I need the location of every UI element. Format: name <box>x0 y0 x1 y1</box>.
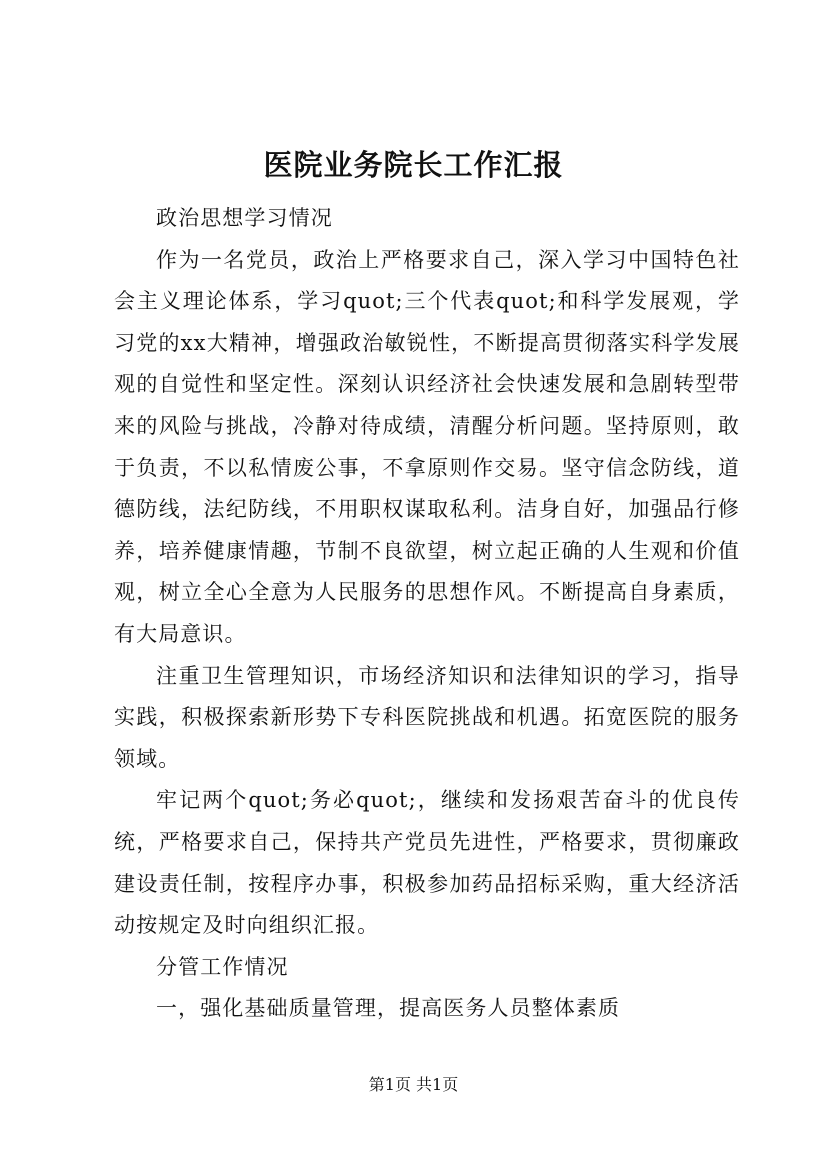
section-heading-work: 分管工作情况 <box>156 954 289 979</box>
paragraph-party-member: 作为一名党员，政治上严格要求自己，深入学习中国特色社会主义理论体系，学习quot;三个代表quot;和科学发展观，学习党的xx大精神，增强政治敏锐性，不断提高贯彻落实科学发展观的自觉性和坚定性。深刻认识经济社会快速发展和急剧转型带来的风险与挑战，冷静对待成绩，清醒分析问题。坚持原则，敢于负责，不以私情废公事，不拿原则作交易。坚守信念防线，道德防线，法纪防线，不用职权谋取私利。洁身自好，加强品行修养，培养健康情趣，节制不良欲望，树立起正确的人生观和价值观，树立全心全意为人民服务的思想作风。不断提高自身素质，有大局意识。 <box>114 247 740 646</box>
page-footer <box>0 1074 827 1096</box>
document-body <box>114 198 740 1030</box>
paragraph-knowledge-study: 注重卫生管理知识，市场经济知识和法律知识的学习，指导实践，积极探索新形势下专科医院挑战和机遇。拓宽医院的服务领域。 <box>114 663 740 771</box>
document-title: 医院业务院长工作汇报 <box>263 148 564 182</box>
paragraph-two-musts: 牢记两个quot;务必quot;，继续和发扬艰苦奋斗的优良传统，严格要求自己，保持共产党员先进性，严格要求，贯彻廉政建设责任制，按程序办事，积极参加药品招标采购，重大经济活动按规定及时向组织汇报。 <box>114 788 740 938</box>
section-heading-political: 政治思想学习情况 <box>156 206 333 230</box>
page-number-label: 第1页 共1页 <box>368 1075 459 1094</box>
list-item-quality-management: 一，强化基础质量管理，提高医务人员整体素质 <box>156 996 621 1021</box>
